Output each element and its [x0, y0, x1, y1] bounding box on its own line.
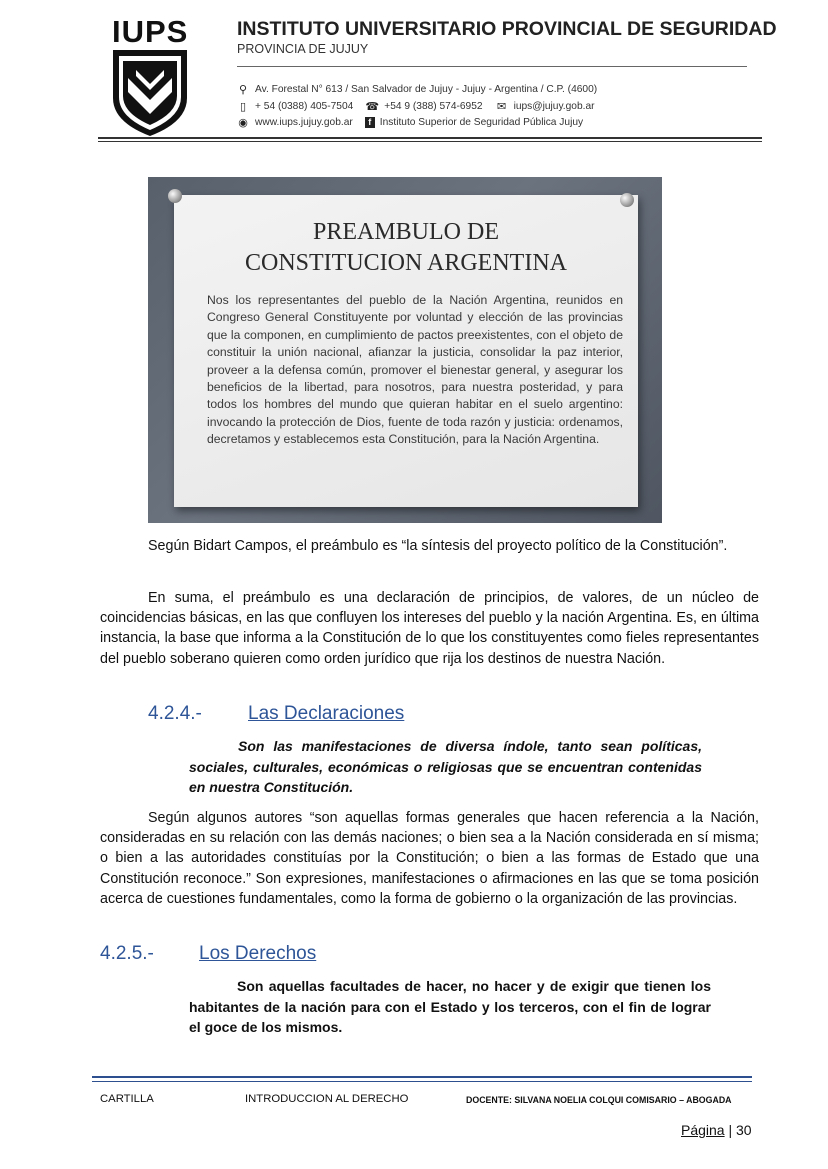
email-icon: ✉ — [496, 101, 507, 113]
whatsapp-text: +54 9 (388) 574-6952 — [384, 101, 483, 112]
footer-docente: DOCENTE: SILVANA NOELIA COLQUI COMISARIO – ABOGADA — [466, 1095, 732, 1105]
header-double-rule-thin — [98, 141, 762, 142]
shield-logo-icon — [110, 48, 190, 138]
paragraph-summary: En suma, el preámbulo es una declaración de principios, de valores, de un núcleo de coincidencias básicas, en las que confluyen los intereses del pueblo y la nación Argentina. Es, en última instancia, la base que informa a la Constitución de lo que los constituyentes como fieles representantes del pueblo soberano quieren como orden jurídico que rija los destinos de nuestra Nación. — [100, 590, 759, 667]
address-text: Av. Forestal N° 613 / San Salvador de Jujuy - Jujuy - Argentina / C.P. (4600) — [255, 84, 598, 95]
paragraph-bidart: Según Bidart Campos, el preámbulo es “la síntesis del proyecto político de la Constitución”. — [148, 538, 728, 554]
contact-phones — [236, 100, 595, 113]
footer-subject: INTRODUCCION AL DERECHO — [245, 1093, 409, 1105]
globe-icon: ◉ — [238, 117, 248, 129]
page-word: Página — [681, 1122, 725, 1138]
contact-address — [236, 83, 597, 96]
pin-icon — [620, 193, 634, 207]
section-number-425: 4.2.5.- — [100, 943, 154, 964]
definition-derechos: Son aquellas facultades de hacer, no hacer y de exigir que tienen los habitantes de la nación para con el Estado y los terceros, con el fin de lograr el goce de los mismos. — [189, 978, 711, 1035]
preamble-title — [174, 217, 638, 279]
footer-double-rule — [92, 1076, 752, 1078]
contact-web — [236, 116, 583, 129]
location-pin-icon: ⚲ — [238, 84, 248, 96]
phone-text: + 54 (0388) 405-7504 — [255, 101, 354, 112]
header-divider — [237, 66, 747, 67]
page-separator: | — [724, 1122, 737, 1138]
footer-cartilla: CARTILLA — [100, 1093, 154, 1105]
mobile-phone-icon: ▯ — [239, 101, 247, 113]
website-link[interactable]: www.iups.jujuy.gob.ar — [255, 117, 353, 128]
section-title-derechos: Los Derechos — [199, 943, 317, 964]
institution-title: INSTITUTO UNIVERSITARIO PROVINCIAL DE SEGURIDAD — [237, 18, 777, 40]
pin-icon — [168, 189, 182, 203]
facebook-link[interactable]: Instituto Superior de Seguridad Pública Jujuy — [379, 117, 584, 128]
definition-declaraciones: Son las manifestaciones de diversa índole, tanto sean políticas, sociales, culturales, económicas o religiosas que se encuentran contenidas en nuestra Constitución. — [189, 738, 702, 795]
email-link[interactable]: iups@jujuy.gob.ar — [513, 101, 595, 112]
section-number-424: 4.2.4.- — [148, 703, 202, 724]
header-double-rule — [98, 137, 762, 139]
logo-text: IUPS — [112, 14, 189, 49]
preamble-title-line2: CONSTITUCION ARGENTINA — [245, 250, 567, 276]
page-number-value: 30 — [736, 1122, 752, 1138]
institution-province: PROVINCIA DE JUJUY — [237, 42, 369, 56]
preamble-title-line1: PREAMBULO DE — [312, 219, 499, 245]
paragraph-autores: Según algunos autores “son aquellas formas generales que hacen referencia a la Nación, consideradas en su relación con las demás naciones; o bien sea a la Nación considerada en sí misma; o bien a las autoridades constituías por la Constitución; o bien a las formas de Estado que una Constitución reconoce.” Son expresiones, manifestaciones o afirmaciones en las que se toma posición acerca de cuestiones fundamentales, como la forma de gobierno o la organización de las provincias. — [100, 810, 759, 907]
facebook-icon: f — [365, 117, 375, 128]
footer-double-rule-thin — [92, 1081, 752, 1082]
whatsapp-icon: ☎ — [365, 101, 380, 113]
preamble-text: Nos los representantes del pueblo de la Nación Argentina, reunidos en Congreso General Constituyente por voluntad y elección de las provincias que la componen, en cumplimiento de pactos preexistentes, con el objeto de constituir la unión nacional, afianzar la justicia, consolidar la paz interior, proveer a la defensa común, promover el bienestar general, y asegurar los beneficios de la libertad, para nosotros, para nuestra posteridad, y para todos los hombres del mundo que quieran habitar en el suelo argentino: invocando la protección de Dios, fuente de toda razón y justicia: ordenamos, decretamos y establecemos esta Constitución, para la Nación Argentina. — [207, 293, 623, 447]
section-title-declaraciones: Las Declaraciones — [248, 703, 405, 724]
page-number — [681, 1122, 752, 1138]
